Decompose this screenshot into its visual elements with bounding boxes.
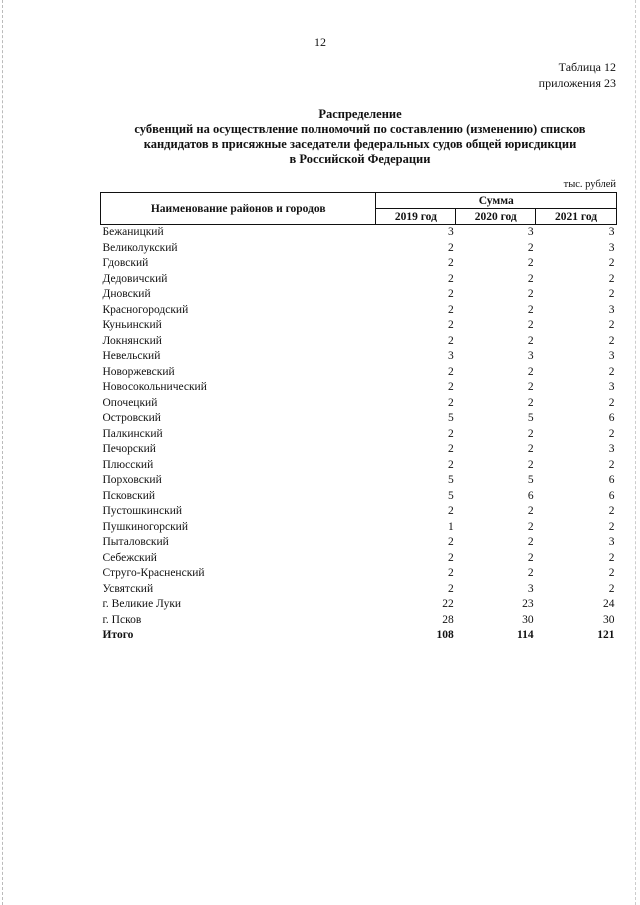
amount-2019: 2 [448,536,454,549]
district-name: Пустошкинский [102,505,183,518]
title-line4: в Российской Федерации [289,152,431,166]
table-row [101,597,617,613]
amount-2020: 2 [527,458,534,471]
district-name: Бежаницкий [102,226,164,239]
district-name: Дедовичский [102,272,168,285]
district-name: Опочецкий [102,396,158,409]
total-row [101,628,617,644]
district-name: Итого [102,629,134,642]
district-name: Красногородский [102,303,189,316]
header-row [101,193,617,209]
amount-2019: 28 [442,613,454,626]
amount-2021: 2 [608,257,615,270]
table-row [101,396,617,412]
table-row [101,303,617,319]
amount-2019: 22 [442,598,454,611]
table-row [101,380,617,396]
district-name: Куньинский [102,319,162,332]
district-name: г. Великие Луки [102,598,182,611]
amount-2021: 2 [608,365,615,378]
table-row [101,520,617,536]
amount-2021: 2 [608,334,615,347]
amount-2020: 2 [527,567,534,580]
amount-2021: 3 [608,381,615,394]
table-row [101,256,617,272]
amount-2020: 5 [527,474,534,487]
amount-2019: 1 [448,520,454,533]
amount-2020: 2 [527,443,534,456]
amount-2021: 6 [608,489,615,502]
amount-2020: 2 [527,319,534,332]
amount-2020: 2 [527,396,534,409]
amount-2020: 2 [527,427,534,440]
table-row [101,318,617,334]
amount-2020: 2 [527,536,534,549]
distribution-table [100,192,617,644]
amount-2020: 2 [527,505,534,518]
district-name: Порховский [102,474,162,487]
amount-2020: 6 [527,489,534,502]
amount-2019: 2 [448,381,454,394]
amount-2020: 114 [517,629,534,642]
amount-2019: 2 [448,396,454,409]
amount-2021: 2 [608,551,615,564]
district-name: г. Псков [102,613,142,626]
amount-2019: 2 [448,567,454,580]
column-header-name: Наименование районов и городов [101,193,376,225]
amount-2019: 2 [448,505,454,518]
amount-2019: 2 [448,334,454,347]
amount-2021: 2 [608,582,615,595]
table-reference-line1: Таблица 12 [558,60,616,74]
table-row [101,225,617,241]
amount-2021: 121 [597,629,615,642]
amount-2020: 2 [527,520,534,533]
district-name: Печорский [102,443,156,456]
table-row [101,566,617,582]
amount-2019: 3 [448,350,454,363]
district-name: Невельский [102,350,161,363]
table-reference-line2: приложения 23 [538,76,616,90]
amount-2019: 2 [448,582,454,595]
amount-2019: 5 [448,412,454,425]
table-row [101,489,617,505]
amount-2019: 2 [448,319,454,332]
amount-2019: 108 [436,629,454,642]
amount-2019: 2 [448,288,454,301]
amount-2019: 2 [448,427,454,440]
table-row [101,334,617,350]
table-reference [539,59,616,91]
district-name: Новоржевский [102,365,175,378]
amount-2021: 24 [603,598,615,611]
amount-2019: 2 [448,551,454,564]
table-row [101,473,617,489]
column-header-2021: 2021 год [536,209,617,225]
amount-2021: 2 [608,396,615,409]
district-name: Локнянский [102,334,162,347]
district-name: Себежский [102,551,157,564]
table-row [101,287,617,303]
title-line2: субвенций на осуществление полномочий по составлению (изменению) списков [134,122,586,136]
amount-2021: 6 [608,412,615,425]
table-row [101,504,617,520]
district-name: Островский [102,412,161,425]
table-body [101,225,617,644]
column-header-sum: Сумма [376,193,617,209]
amount-2020: 23 [522,598,534,611]
amount-2020: 2 [527,288,534,301]
table-row [101,411,617,427]
amount-2021: 2 [608,319,615,332]
district-name: Плюсский [102,458,154,471]
amount-2020: 3 [527,582,534,595]
district-name: Дновский [102,288,151,301]
table-row [101,349,617,365]
table-row [101,551,617,567]
table-row [101,458,617,474]
table-row [101,427,617,443]
column-header-2020: 2020 год [456,209,536,225]
amount-2019: 2 [448,257,454,270]
title-line1: Распределение [318,107,402,121]
amount-2020: 2 [527,551,534,564]
amount-2020: 2 [527,334,534,347]
amount-2020: 2 [527,303,534,316]
amount-2020: 2 [527,257,534,270]
district-name: Пушкиногорский [102,520,188,533]
table-row [101,613,617,629]
amount-2019: 2 [448,365,454,378]
scan-edge-left [2,0,4,905]
district-name: Палкинский [102,427,163,440]
amount-2021: 2 [608,567,615,580]
page-number: 12 [314,35,326,49]
amount-2021: 2 [608,520,615,533]
amount-2021: 3 [608,226,615,239]
amount-2020: 30 [522,613,534,626]
amount-2020: 3 [527,226,534,239]
amount-2019: 3 [448,226,454,239]
amount-2020: 3 [527,350,534,363]
amount-2021: 2 [608,458,615,471]
district-name: Новосокольнический [102,381,207,394]
amount-2020: 2 [527,365,534,378]
amount-2020: 2 [527,241,534,254]
amount-2020: 2 [527,272,534,285]
amount-2020: 2 [527,381,534,394]
amount-2021: 3 [608,241,615,254]
amount-2021: 2 [608,272,615,285]
district-name: Усвятский [102,582,154,595]
amount-2021: 2 [608,427,615,440]
amount-2021: 2 [608,288,615,301]
amount-2019: 2 [448,443,454,456]
table-row [101,241,617,257]
district-name: Великолукский [102,241,178,254]
table-row [101,365,617,381]
table-row [101,272,617,288]
amount-2021: 30 [603,613,615,626]
amount-2021: 3 [608,350,615,363]
amount-2021: 6 [608,474,615,487]
amount-2021: 3 [608,443,615,456]
district-name: Пыталовский [102,536,169,549]
table-row [101,535,617,551]
amount-2021: 3 [608,303,615,316]
amount-2019: 5 [448,474,454,487]
amount-2019: 2 [448,241,454,254]
district-name: Гдовский [102,257,149,270]
table-row [101,582,617,598]
column-header-2019: 2019 год [376,209,456,225]
amount-2021: 3 [608,536,615,549]
amount-2019: 2 [448,272,454,285]
units-label: тыс. рублей [563,179,616,190]
amount-2019: 5 [448,489,454,502]
amount-2021: 2 [608,505,615,518]
title-line3: кандидатов в присяжные заседатели федеральных судов общей юрисдикции [143,137,577,151]
district-name: Псковский [102,489,156,502]
table-row [101,442,617,458]
document-title [60,107,640,167]
amount-2019: 2 [448,458,454,471]
district-name: Струго-Красненский [102,567,205,580]
amount-2020: 5 [527,412,534,425]
amount-2019: 2 [448,303,454,316]
